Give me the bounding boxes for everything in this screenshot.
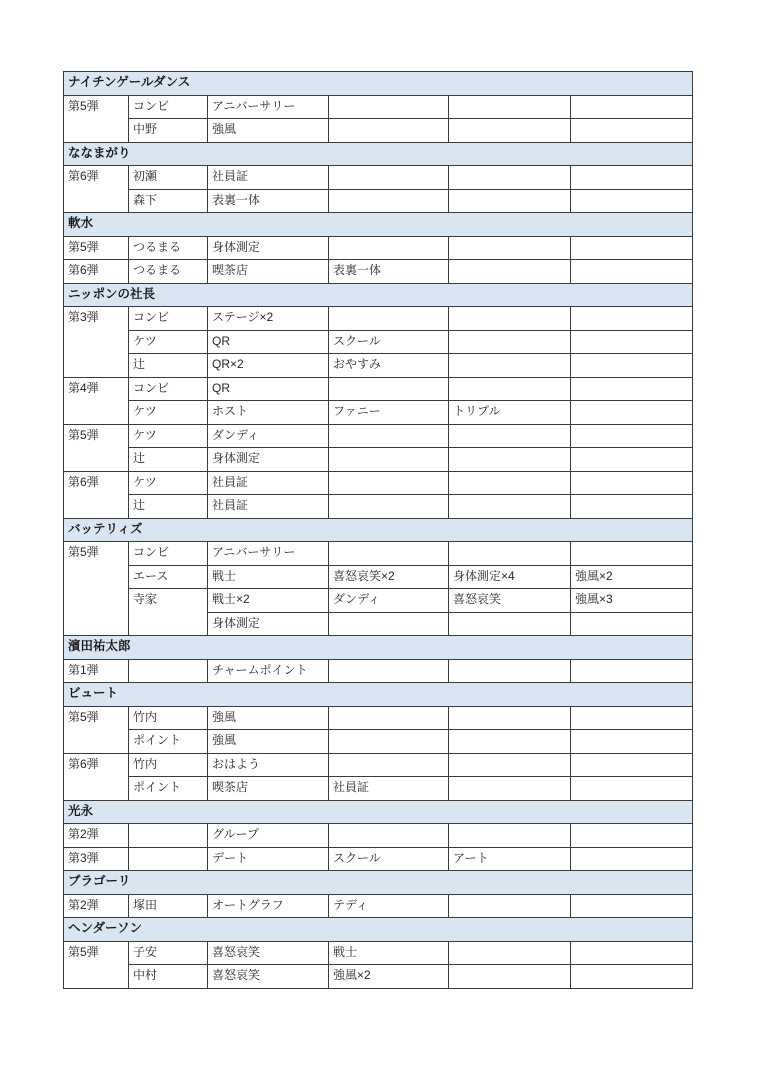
section-header-row — [64, 142, 693, 166]
table-cell: 第5弾 — [64, 706, 129, 753]
section-title: 濱田祐太郎 — [64, 636, 693, 660]
table-cell: QR×2 — [208, 354, 329, 378]
section-title: ヘンダーソン — [64, 918, 693, 942]
empty-cell — [449, 424, 571, 448]
table-cell: 辻 — [129, 354, 208, 378]
table-cell: 第5弾 — [64, 542, 129, 636]
section-title: ナイチンゲールダンス — [64, 72, 693, 96]
empty-cell — [329, 659, 449, 683]
data-row — [64, 753, 693, 777]
roster-table — [63, 71, 693, 989]
data-row — [64, 354, 693, 378]
table-cell: アート — [449, 847, 571, 871]
table-cell: 第1弾 — [64, 659, 129, 683]
table-cell: 第3弾 — [64, 847, 129, 871]
section-header-row — [64, 800, 693, 824]
table-cell: 身体測定 — [208, 236, 329, 260]
data-row — [64, 95, 693, 119]
table-cell: 強風×2 — [329, 965, 449, 989]
table-cell: 戦士 — [208, 565, 329, 589]
empty-cell — [329, 824, 449, 848]
empty-cell — [449, 894, 571, 918]
empty-cell — [571, 307, 693, 331]
data-row — [64, 941, 693, 965]
table-cell: グループ — [208, 824, 329, 848]
empty-cell — [571, 824, 693, 848]
table-cell: チャームポイント — [208, 659, 329, 683]
empty-cell — [449, 95, 571, 119]
section-header-row — [64, 918, 693, 942]
empty-cell — [329, 424, 449, 448]
empty-cell — [449, 307, 571, 331]
table-cell: 森下 — [129, 189, 208, 213]
empty-cell — [329, 706, 449, 730]
data-row — [64, 377, 693, 401]
empty-cell — [571, 730, 693, 754]
data-row — [64, 894, 693, 918]
empty-cell — [449, 189, 571, 213]
empty-cell — [571, 95, 693, 119]
data-row — [64, 448, 693, 472]
empty-cell — [449, 471, 571, 495]
table-cell: 社員証 — [329, 777, 449, 801]
empty-cell — [449, 260, 571, 284]
table-cell: 第6弾 — [64, 471, 129, 518]
empty-cell — [571, 706, 693, 730]
table-cell: エース — [129, 565, 208, 589]
table-cell: おやすみ — [329, 354, 449, 378]
empty-cell — [571, 189, 693, 213]
table-cell: スクール — [329, 330, 449, 354]
empty-cell — [449, 753, 571, 777]
empty-cell — [449, 824, 571, 848]
table-cell: 辻 — [129, 495, 208, 519]
table-cell: つるまる — [129, 260, 208, 284]
data-row — [64, 330, 693, 354]
empty-cell — [571, 777, 693, 801]
data-row — [64, 424, 693, 448]
empty-cell — [449, 166, 571, 190]
empty-cell — [329, 471, 449, 495]
section-title: ななまがり — [64, 142, 693, 166]
table-cell: 中野 — [129, 119, 208, 143]
table-cell: スクール — [329, 847, 449, 871]
data-row — [64, 706, 693, 730]
empty-cell — [571, 166, 693, 190]
table-cell: ケツ — [129, 401, 208, 425]
table-cell: ホスト — [208, 401, 329, 425]
empty-cell — [449, 730, 571, 754]
empty-cell — [571, 495, 693, 519]
empty-cell — [571, 260, 693, 284]
table-cell: 喜怒哀笑×2 — [329, 565, 449, 589]
empty-cell — [571, 542, 693, 566]
data-row — [64, 659, 693, 683]
table-cell: 喫茶店 — [208, 777, 329, 801]
table-cell: 塚田 — [129, 894, 208, 918]
table-cell: 喜怒哀笑 — [208, 965, 329, 989]
empty-cell — [571, 847, 693, 871]
table-cell: つるまる — [129, 236, 208, 260]
data-row — [64, 565, 693, 589]
table-cell: コンビ — [129, 542, 208, 566]
empty-cell — [571, 377, 693, 401]
data-row — [64, 777, 693, 801]
data-row — [64, 189, 693, 213]
section-header-row — [64, 636, 693, 660]
table-cell: ケツ — [129, 471, 208, 495]
section-title: ビュート — [64, 683, 693, 707]
empty-cell — [129, 659, 208, 683]
data-row — [64, 965, 693, 989]
section-header-row — [64, 213, 693, 237]
data-row — [64, 260, 693, 284]
data-row — [64, 847, 693, 871]
section-title: 光永 — [64, 800, 693, 824]
table-cell: 初瀬 — [129, 166, 208, 190]
empty-cell — [449, 377, 571, 401]
section-header-row — [64, 683, 693, 707]
empty-cell — [571, 659, 693, 683]
empty-cell — [449, 354, 571, 378]
table-cell: 社員証 — [208, 166, 329, 190]
table-cell: ファニー — [329, 401, 449, 425]
data-row — [64, 730, 693, 754]
data-row — [64, 166, 693, 190]
empty-cell — [571, 941, 693, 965]
table-cell: ケツ — [129, 424, 208, 448]
table-cell: 第6弾 — [64, 166, 129, 213]
table-cell: 喜怒哀笑 — [208, 941, 329, 965]
section-header-row — [64, 871, 693, 895]
table-cell: QR — [208, 377, 329, 401]
table-cell: 表裏一体 — [208, 189, 329, 213]
table-cell: 喫茶店 — [208, 260, 329, 284]
empty-cell — [571, 401, 693, 425]
empty-cell — [449, 941, 571, 965]
table-cell: 第6弾 — [64, 260, 129, 284]
empty-cell — [449, 448, 571, 472]
table-cell: 第5弾 — [64, 95, 129, 142]
table-cell: ステージ×2 — [208, 307, 329, 331]
empty-cell — [571, 753, 693, 777]
empty-cell — [571, 424, 693, 448]
table-cell: 喜怒哀笑 — [449, 589, 571, 613]
table-cell: テディ — [329, 894, 449, 918]
table-cell: ダンディ — [208, 424, 329, 448]
empty-cell — [449, 330, 571, 354]
data-row — [64, 236, 693, 260]
empty-cell — [329, 189, 449, 213]
table-cell: 第5弾 — [64, 941, 129, 988]
empty-cell — [571, 354, 693, 378]
table-cell: 社員証 — [208, 471, 329, 495]
table-cell: 竹内 — [129, 753, 208, 777]
table-cell: ポイント — [129, 730, 208, 754]
table-cell: トリプル — [449, 401, 571, 425]
section-header-row — [64, 518, 693, 542]
empty-cell — [329, 95, 449, 119]
table-cell: 中村 — [129, 965, 208, 989]
empty-cell — [571, 236, 693, 260]
empty-cell — [571, 894, 693, 918]
empty-cell — [449, 612, 571, 636]
empty-cell — [329, 730, 449, 754]
table-cell: アニバーサリー — [208, 542, 329, 566]
empty-cell — [449, 542, 571, 566]
section-title: 軟水 — [64, 213, 693, 237]
table-cell: 第4弾 — [64, 377, 129, 424]
table-cell: コンビ — [129, 307, 208, 331]
empty-cell — [329, 236, 449, 260]
table-cell: おはよう — [208, 753, 329, 777]
empty-cell — [329, 166, 449, 190]
table-cell: 強風 — [208, 706, 329, 730]
section-header-row — [64, 283, 693, 307]
empty-cell — [449, 495, 571, 519]
table-cell: アニバーサリー — [208, 95, 329, 119]
table-cell: 第3弾 — [64, 307, 129, 378]
empty-cell — [129, 847, 208, 871]
table-cell: 戦士 — [329, 941, 449, 965]
data-row — [64, 824, 693, 848]
empty-cell — [329, 612, 449, 636]
table-cell: コンビ — [129, 377, 208, 401]
empty-cell — [329, 753, 449, 777]
table-cell: 身体測定 — [208, 612, 329, 636]
table-cell: オートグラフ — [208, 894, 329, 918]
empty-cell — [449, 236, 571, 260]
data-row — [64, 401, 693, 425]
table-cell: 身体測定 — [208, 448, 329, 472]
section-title: バッテリィズ — [64, 518, 693, 542]
empty-cell — [329, 542, 449, 566]
empty-cell — [449, 119, 571, 143]
table-cell: 第5弾 — [64, 236, 129, 260]
empty-cell — [571, 965, 693, 989]
section-title: ブラゴーリ — [64, 871, 693, 895]
empty-cell — [129, 824, 208, 848]
data-row — [64, 542, 693, 566]
table-cell: 子安 — [129, 941, 208, 965]
table-cell: 第2弾 — [64, 894, 129, 918]
empty-cell — [571, 612, 693, 636]
empty-cell — [571, 119, 693, 143]
empty-cell — [329, 495, 449, 519]
table-cell: 強風×2 — [571, 565, 693, 589]
table-cell: 寺家 — [129, 589, 208, 636]
empty-cell — [571, 471, 693, 495]
table-cell: 戦士×2 — [208, 589, 329, 613]
empty-cell — [329, 307, 449, 331]
table-cell: ダンディ — [329, 589, 449, 613]
table-cell: 竹内 — [129, 706, 208, 730]
empty-cell — [571, 448, 693, 472]
data-row — [64, 119, 693, 143]
data-row — [64, 471, 693, 495]
section-title: ニッポンの社長 — [64, 283, 693, 307]
empty-cell — [449, 965, 571, 989]
empty-cell — [329, 377, 449, 401]
table-cell: ケツ — [129, 330, 208, 354]
table-cell: QR — [208, 330, 329, 354]
empty-cell — [449, 659, 571, 683]
data-row — [64, 307, 693, 331]
table-cell: 第5弾 — [64, 424, 129, 471]
table-cell: 表裏一体 — [329, 260, 449, 284]
empty-cell — [329, 119, 449, 143]
table-cell: 強風 — [208, 730, 329, 754]
roster-table-body — [64, 72, 693, 989]
table-cell: 第6弾 — [64, 753, 129, 800]
data-row — [64, 589, 693, 613]
empty-cell — [449, 777, 571, 801]
table-cell: 辻 — [129, 448, 208, 472]
section-header-row — [64, 72, 693, 96]
table-cell: 強風 — [208, 119, 329, 143]
table-cell: コンビ — [129, 95, 208, 119]
table-cell: 身体測定×4 — [449, 565, 571, 589]
empty-cell — [571, 330, 693, 354]
table-cell: 第2弾 — [64, 824, 129, 848]
table-cell: デート — [208, 847, 329, 871]
table-cell: 社員証 — [208, 495, 329, 519]
empty-cell — [449, 706, 571, 730]
empty-cell — [329, 448, 449, 472]
table-cell: 強風×3 — [571, 589, 693, 613]
data-row — [64, 495, 693, 519]
table-cell: ポイント — [129, 777, 208, 801]
